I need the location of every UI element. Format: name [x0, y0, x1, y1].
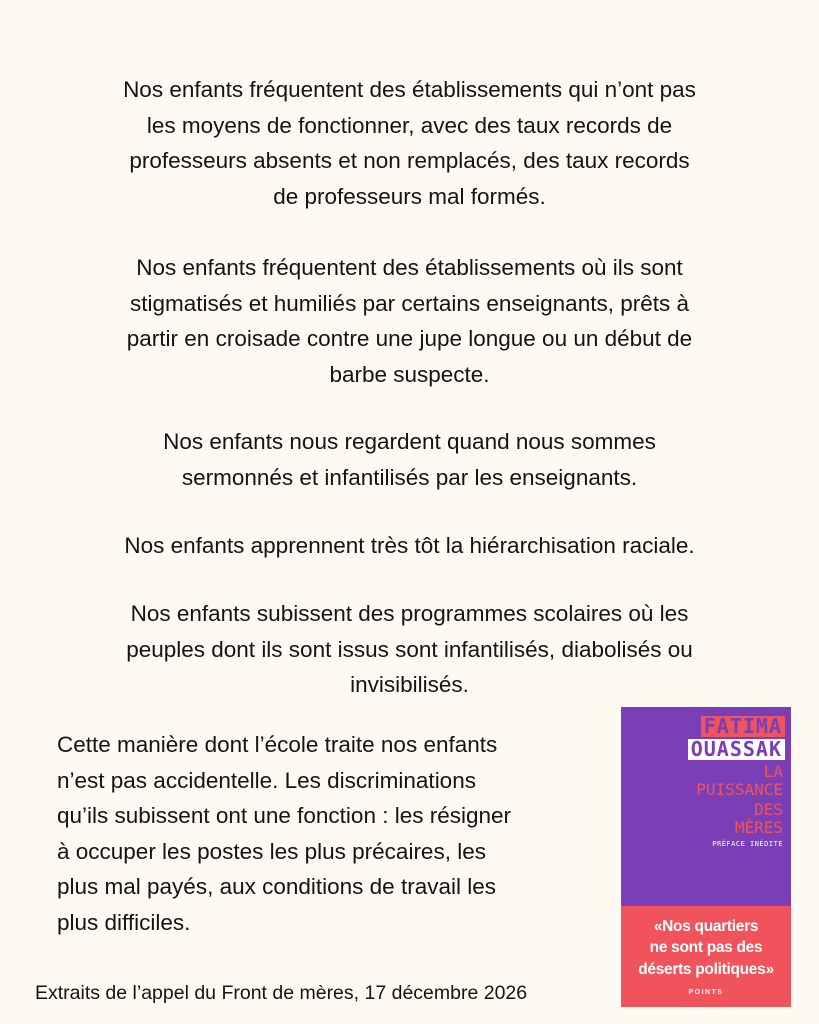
book-title-line: MÈRES — [734, 818, 783, 837]
text-line: plus mal payés, aux conditions de travail les — [57, 874, 496, 899]
book-quote-line: «Nos quartiers — [653, 918, 759, 935]
paragraph-stigmatization — [40, 250, 779, 392]
book-quote-line: déserts politiques» — [638, 961, 774, 978]
paragraph-infantilization — [40, 424, 779, 495]
book-cover — [621, 707, 791, 1007]
book-quote-line: ne sont pas des — [649, 939, 763, 956]
text-line: plus difficiles. — [57, 909, 191, 935]
text-line: de professeurs mal formés. — [273, 183, 546, 209]
text-line: Cette manière dont l’école traite nos enfants — [57, 732, 498, 757]
book-author-first-name: FATIMA — [701, 716, 785, 737]
book-publisher-logo: POINTS — [688, 989, 724, 996]
text-line: Nos enfants fréquentent des établissements qui n’ont pas — [123, 77, 696, 102]
text-line: peuples dont ils sont issus sont infantilisés, diabolisés ou — [126, 636, 693, 662]
text-line: à occuper les postes les plus précaires, les — [57, 838, 486, 864]
book-subtitle: PRÉFACE INÉDITE — [712, 840, 783, 848]
book-author-last-name: OUASSAK — [688, 739, 785, 760]
text-line: invisibilisés. — [350, 672, 469, 697]
text-line: qu’ils subissent ont une fonction : les résigner — [57, 803, 512, 828]
closing-paragraph — [57, 727, 605, 940]
book-title-line: DES — [754, 800, 783, 819]
text-line: Nos enfants fréquentent des établissements où ils sont — [136, 255, 683, 280]
book-title-line: LA — [763, 762, 783, 781]
paragraph-curriculum — [40, 596, 779, 703]
text-line: n’est pas accidentelle. Les discriminations — [57, 767, 476, 793]
paragraph-racial-hierarchy — [40, 528, 779, 564]
text-line: Nos enfants subissent des programmes scolaires où les — [130, 601, 689, 626]
source-caption: Extraits de l’appel du Front de mères, 17 décembre 2026 — [35, 982, 528, 1004]
paragraph-teacher-absence — [40, 72, 779, 214]
text-line: les moyens de fonctionner, avec des taux records de — [146, 112, 673, 138]
text-line: partir en croisade contre une jupe longue ou un début de — [126, 326, 693, 351]
text-line: professeurs absents et non remplacés, des taux records — [129, 148, 690, 173]
text-line: barbe suspecte. — [329, 361, 490, 387]
text-line: Nos enfants nous regardent quand nous sommes — [163, 429, 656, 454]
book-title-line: PUISSANCE — [696, 780, 783, 799]
text-line: stigmatisés et humiliés par certains enseignants, prêts à — [129, 290, 690, 316]
text-line: Nos enfants apprennent très tôt la hiérarchisation raciale. — [124, 533, 695, 558]
text-line: sermonnés et infantilisés par les enseignants. — [181, 464, 638, 490]
